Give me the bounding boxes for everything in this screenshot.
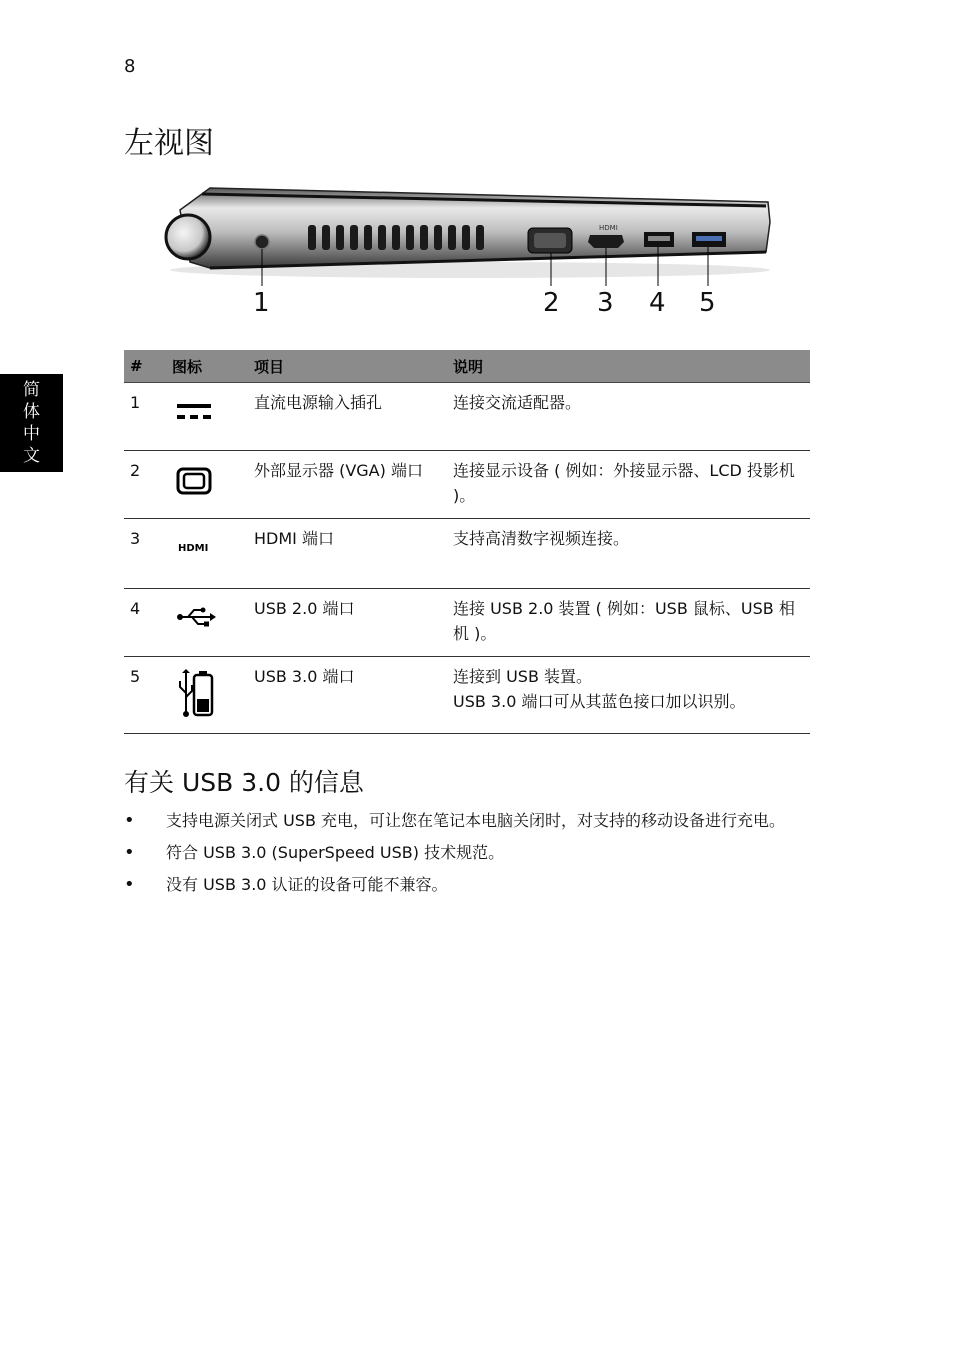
hdmi-icon [176, 535, 216, 559]
table-row [124, 383, 810, 451]
row-item: HDMI 端口 [248, 519, 447, 589]
row-icon [166, 383, 248, 451]
row-number: 4 [124, 589, 166, 657]
row-item: USB 3.0 端口 [248, 657, 447, 734]
usb-icon [176, 605, 216, 629]
language-tab-label: 简体中文 [23, 380, 40, 466]
table-row [124, 657, 810, 734]
list-item: • 支持电源关闭式 USB 充电，可让您在笔记本电脑关闭时，对支持的移动设备进行充电。 [124, 808, 814, 834]
laptop-hdmi-label: HDMI [599, 224, 618, 232]
row-icon [166, 451, 248, 519]
table-header-row [124, 350, 810, 383]
hdmi-icon-text: HDMI [178, 543, 209, 554]
row-number: 5 [124, 657, 166, 734]
row-description: 连接显示设备 ( 例如：外接显示器、LCD 投影机 )。 [447, 451, 810, 519]
row-icon [166, 589, 248, 657]
callout-5: 5 [699, 288, 716, 318]
header-item: 项目 [248, 350, 447, 383]
row-description: 支持高清数字视频连接。 [447, 519, 810, 589]
row-description-line-2: USB 3.0 端口可从其蓝色接口加以识别。 [453, 692, 746, 711]
callout-1: 1 [253, 288, 270, 318]
usb-charge-icon [176, 669, 216, 719]
table-row [124, 451, 810, 519]
dc-in-icon [176, 399, 212, 423]
row-description: 连接 USB 2.0 装置 ( 例如：USB 鼠标、USB 相机 )。 [447, 589, 810, 657]
callout-3: 3 [597, 288, 614, 318]
section-title: 左视图 [124, 126, 214, 161]
list-item: • 符合 USB 3.0 (SuperSpeed USB) 技术规范。 [124, 840, 814, 866]
callout-4: 4 [649, 288, 666, 318]
row-description: 连接交流适配器。 [447, 383, 810, 451]
row-description [447, 657, 810, 734]
header-icon: 图标 [166, 350, 248, 383]
row-item: 外部显示器 (VGA) 端口 [248, 451, 447, 519]
table-row [124, 589, 810, 657]
row-number: 1 [124, 383, 166, 451]
callout-2: 2 [543, 288, 560, 318]
page-number: 8 [124, 56, 136, 77]
row-item: 直流电源输入插孔 [248, 383, 447, 451]
row-icon [166, 519, 248, 589]
row-number: 2 [124, 451, 166, 519]
header-number: # [124, 350, 166, 383]
language-tab [0, 374, 63, 472]
ports-table [124, 350, 810, 734]
header-description: 说明 [447, 350, 810, 383]
table-row [124, 519, 810, 589]
usb3-info-title: 有关 USB 3.0 的信息 [124, 768, 364, 797]
callout-numbers [0, 288, 954, 328]
list-item: • 没有 USB 3.0 认证的设备可能不兼容。 [124, 872, 814, 898]
row-item: USB 2.0 端口 [248, 589, 447, 657]
vga-port-icon [176, 467, 212, 495]
usb3-info-list [124, 808, 814, 904]
row-number: 3 [124, 519, 166, 589]
row-icon [166, 657, 248, 734]
row-description-line-1: 连接到 USB 装置。 [453, 667, 593, 686]
